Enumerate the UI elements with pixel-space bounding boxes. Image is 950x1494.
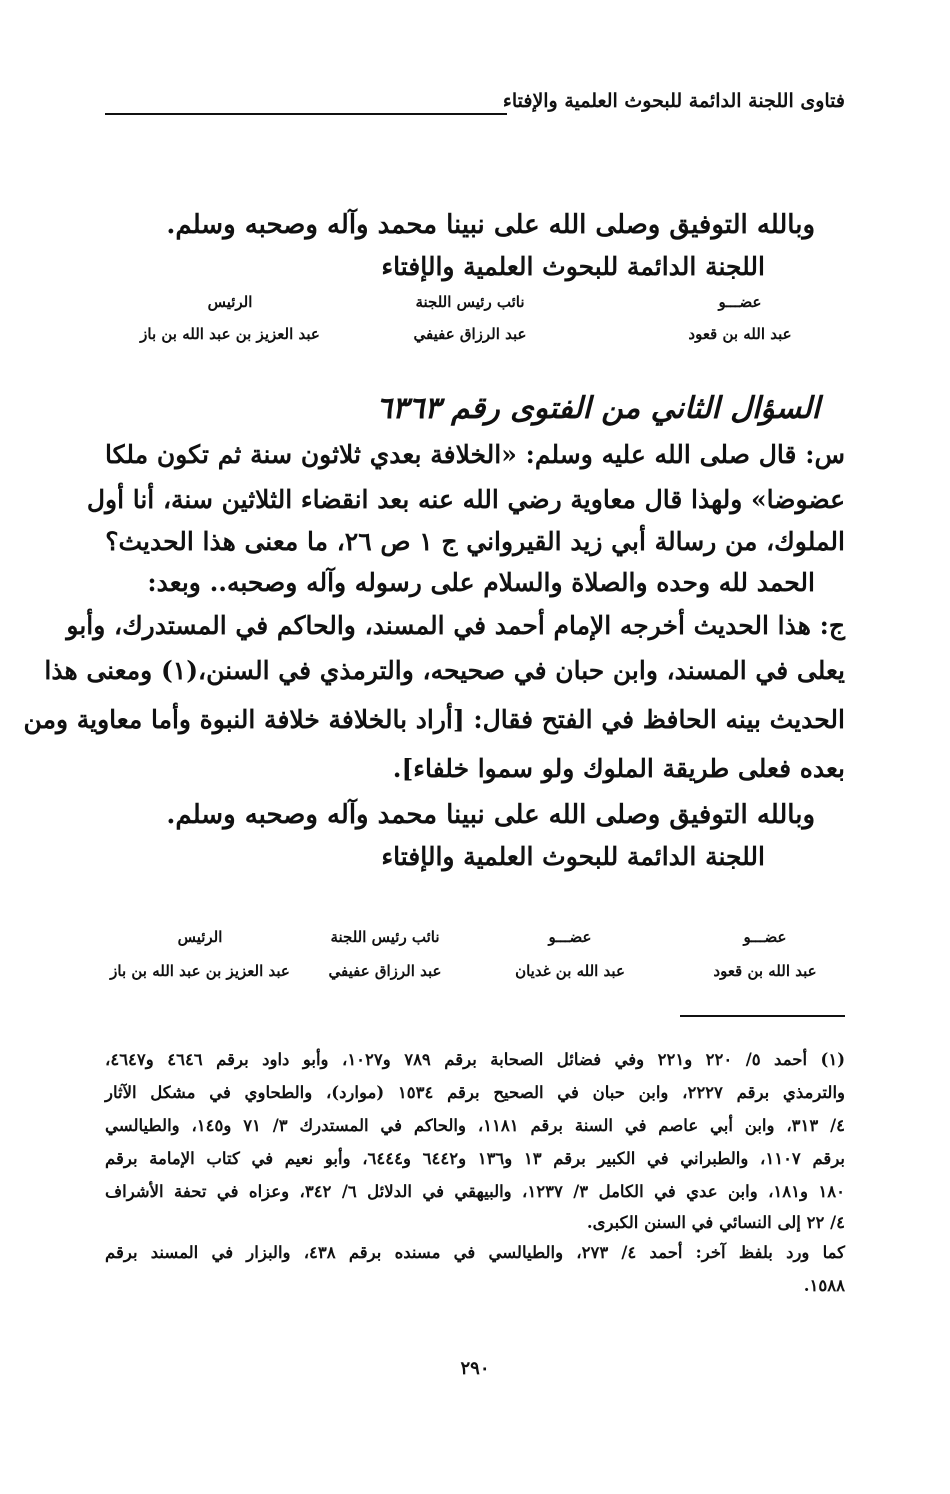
signature-name: عبد الرزاق عفيفي xyxy=(413,325,527,343)
signature-role: نائب رئيس اللجنة xyxy=(415,293,525,311)
signature-name: عبد الرزاق عفيفي xyxy=(328,962,442,980)
question-line: س: قال صلى الله عليه وسلم: «الخلافة بعدي ثلاثون سنة ثم تكون ملكا xyxy=(105,440,845,469)
signature-name: عبد الله بن قعود xyxy=(713,962,817,980)
answer-line: الحديث بينه الحافظ في الفتح فقال: [أراد بالخلافة خلافة النبوة وأما معاوية ومن xyxy=(23,705,845,734)
signature-role: عضـــو xyxy=(743,928,787,946)
signature-name: عبد الله بن غديان xyxy=(515,962,625,980)
signature-role: الرئيس xyxy=(207,293,253,311)
running-header xyxy=(105,86,845,126)
answer-line: بعده فعلى طريقة الملوك ولو سموا خلفاء]. xyxy=(392,754,845,783)
committee-name-1: اللجنة الدائمة للبحوث العلمية والإفتاء xyxy=(381,252,765,281)
committee-name-2: اللجنة الدائمة للبحوث العلمية والإفتاء xyxy=(381,842,765,871)
header-rule xyxy=(105,113,507,115)
page-number: ٢٩٠ xyxy=(460,1358,490,1379)
signature-role: نائب رئيس اللجنة xyxy=(330,928,440,946)
footnote-line: برقم ١١٠٧، والطبراني في الكبير برقم ١٣ و١٣٦ و٦٤٤٢ و٦٤٤٤، وأبو نعيم في كتاب الإمامة برقم xyxy=(105,1149,846,1168)
question-title: السؤال الثاني من الفتوى رقم ٦٣٦٣ xyxy=(376,391,820,426)
answer-line: يعلى في المسند، وابن حبان في صحيحه، والترمذي في السنن،(١) ومعنى هذا xyxy=(44,656,845,685)
signature-name: عبد الله بن قعود xyxy=(688,325,792,343)
question-line: عضوضا» ولهذا قال معاوية رضي الله عنه بعد انقضاء الثلاثين سنة، أنا أول xyxy=(86,485,845,514)
signature-role: عضـــو xyxy=(548,928,592,946)
signature-name: عبد العزيز بن عبد الله بن باز xyxy=(140,325,320,343)
signature-role: الرئيس xyxy=(177,928,223,946)
footnote-line: ٤/ ٢٢ إلى النسائي في السنن الكبرى. xyxy=(586,1213,845,1232)
signature-name: عبد العزيز بن عبد الله بن باز xyxy=(110,962,290,980)
footnote-rule xyxy=(680,1015,845,1017)
question-line: الملوك، من رسالة أبي زيد القيرواني ج ١ ص ٢٦، ما معنى هذا الحديث؟ xyxy=(105,527,845,556)
footnote-line: كما ورد بلفظ آخر: أحمد ٤/ ٢٧٣، والطيالسي في مسنده برقم ٤٣٨، والبزار في المسند برقم xyxy=(105,1243,845,1262)
running-title: فتاوى اللجنة الدائمة للبحوث العلمية والإفتاء xyxy=(502,90,845,112)
footnote-line: ١٨٠ و١٨١، وابن عدي في الكامل ٣/ ١٢٣٧، والبيهقي في الدلائل ٦/ ٣٤٢، وعزاه في تحفة الأشراف xyxy=(105,1182,845,1201)
footnote-line: والترمذي برقم ٢٢٢٧، وابن حبان في الصحيح برقم ١٥٣٤ (موارد)، والطحاوي في مشكل الآثار xyxy=(105,1083,845,1102)
answer-opening: الحمد لله وحده والصلاة والسلام على رسوله وآله وصحبه.. وبعد: xyxy=(147,568,815,597)
answer-line: ج: هذا الحديث أخرجه الإمام أحمد في المسند، والحاكم في المستدرك، وأبو xyxy=(66,611,845,640)
footnote-line: ١٥٨٨. xyxy=(803,1276,845,1295)
closing-line-1: وبالله التوفيق وصلى الله على نبينا محمد وآله وصحبه وسلم. xyxy=(166,210,815,240)
footnote-line: ٤/ ٣١٣، وابن أبي عاصم في السنة برقم ١١٨١، والحاكم في المستدرك ٣/ ٧١ و١٤٥، والطيالسي xyxy=(105,1116,845,1135)
footnote-line: (١) أحمد ٥/ ٢٢٠ و٢٢١ وفي فضائل الصحابة برقم ٧٨٩ و١٠٢٧، وأبو داود برقم ٤٦٤٦ و٤٦٤٧، xyxy=(105,1050,845,1069)
signature-role: عضـــو xyxy=(718,293,762,311)
closing-line-2: وبالله التوفيق وصلى الله على نبينا محمد وآله وصحبه وسلم. xyxy=(166,800,815,830)
